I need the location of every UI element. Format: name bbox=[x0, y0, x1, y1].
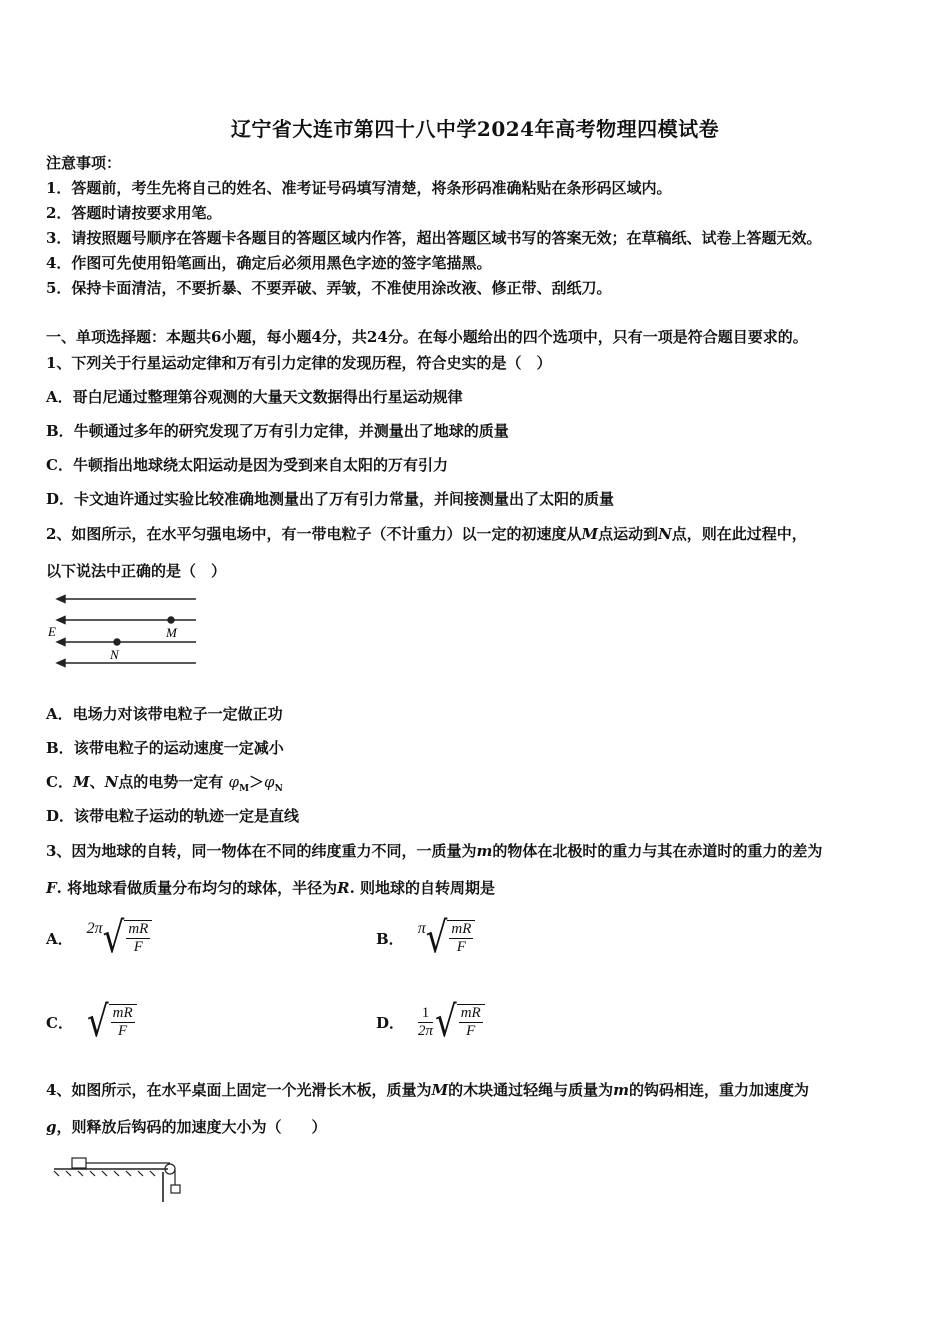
option-label: B． bbox=[46, 739, 74, 757]
notice-item: 4．作图可先使用铅笔画出，确定后必须用黑色字迹的签字笔描黑。 bbox=[46, 254, 492, 272]
coefficient: 2π bbox=[86, 920, 103, 937]
q1-option-b bbox=[46, 420, 509, 441]
arrow-head-icon bbox=[57, 596, 65, 603]
option-label: A． bbox=[46, 388, 73, 406]
option-text: 牛顿通过多年的研究发现了万有引力定律，并测量出了地球的质量 bbox=[73, 422, 509, 440]
fraction-num: 1 bbox=[418, 1005, 433, 1023]
sqrt-icon: √ bbox=[102, 913, 125, 963]
question-3-stem bbox=[46, 840, 822, 861]
var-m: m bbox=[476, 842, 493, 860]
subscript-m: M bbox=[239, 784, 250, 794]
var-N: N bbox=[658, 525, 672, 543]
fraction-num: mR bbox=[128, 921, 149, 937]
fraction-den: F bbox=[466, 1023, 476, 1039]
option-label: D． bbox=[46, 807, 75, 825]
stem-text: 4、如图所示，在水平桌面上固定一个光滑长木板，质量为 bbox=[46, 1081, 432, 1099]
arrow-head-icon bbox=[57, 617, 65, 624]
electric-field-figure bbox=[44, 590, 204, 670]
hatch bbox=[150, 1171, 155, 1176]
stem-text: 的木块通过轻绳与质量为 bbox=[448, 1081, 614, 1099]
var-g: g bbox=[46, 1118, 57, 1136]
q3-option-b bbox=[376, 910, 475, 966]
separator: 、 bbox=[89, 773, 105, 791]
arrow-head-icon bbox=[57, 660, 65, 667]
phi-symbol: φ bbox=[264, 773, 275, 791]
question-2-stem-line2: 以下说法中正确的是（ ） bbox=[46, 562, 227, 580]
stem-text: 的钩码相连，重力加速度为 bbox=[628, 1081, 809, 1099]
var-N: N bbox=[104, 773, 119, 791]
q2-option-d bbox=[46, 805, 299, 826]
greater-than: ＞ bbox=[249, 773, 265, 791]
option-label: D． bbox=[46, 490, 75, 508]
q3-option-d bbox=[376, 994, 485, 1050]
figure-label-n: N bbox=[110, 647, 119, 662]
option-text: 该带电粒子运动的轨迹一定是直线 bbox=[74, 807, 300, 825]
hook-weight-icon bbox=[171, 1185, 180, 1193]
option-label: C． bbox=[46, 1013, 73, 1032]
var-R: R bbox=[337, 879, 350, 897]
fraction-den: F bbox=[456, 939, 466, 955]
option-text: 牛顿指出地球绕太阳运动是因为受到来自太阳的万有引力 bbox=[72, 456, 448, 474]
point-n bbox=[114, 639, 120, 645]
option-label: A． bbox=[46, 705, 73, 723]
q1-option-a bbox=[46, 386, 463, 407]
option-label: A． bbox=[46, 929, 73, 948]
fraction-num: mR bbox=[112, 1005, 133, 1021]
option-text: 哥白尼通过整理第谷观测的大量天文数据得出行星运动规律 bbox=[72, 388, 463, 406]
sqrt-expression bbox=[86, 997, 137, 1047]
stem-text: . 将地球看做质量分布均匀的球体，半径为 bbox=[56, 879, 338, 897]
q3-option-a bbox=[46, 910, 152, 966]
hatch bbox=[66, 1171, 71, 1176]
notice-item: 1．答题前，考生先将自己的姓名、准考证号码填写清楚，将条形码准确粘贴在条形码区域内。 bbox=[46, 179, 672, 197]
question-4-stem-line2 bbox=[46, 1116, 327, 1137]
option-label: C． bbox=[46, 456, 73, 474]
page-title: 辽宁省大连市第四十八中学2024年高考物理四模试卷 bbox=[230, 117, 720, 141]
sqrt-expression bbox=[102, 913, 153, 963]
coefficient-fraction bbox=[418, 1005, 433, 1040]
sqrt-icon: √ bbox=[425, 913, 448, 963]
q2-option-a bbox=[46, 703, 283, 724]
question-2-stem bbox=[46, 523, 807, 544]
option-label: C． bbox=[46, 773, 73, 791]
hatch bbox=[78, 1171, 83, 1176]
coefficient: π bbox=[417, 920, 426, 937]
var-M: M bbox=[72, 773, 90, 791]
question-1-stem: 1、下列关于行星运动定律和万有引力定律的发现历程，符合史实的是（ ） bbox=[46, 354, 552, 372]
sqrt-icon: √ bbox=[86, 997, 109, 1047]
option-text: 该带电粒子的运动速度一定减小 bbox=[73, 739, 284, 757]
fraction-num: mR bbox=[460, 1005, 481, 1021]
section-heading: 一、单项选择题：本题共6小题，每小题4分，共24分。在每小题给出的四个选项中，只有一项是符合题目要求的。 bbox=[46, 328, 808, 346]
sqrt-icon: √ bbox=[435, 997, 457, 1047]
stem-text: 2、如图所示，在水平匀强电场中，有一带电粒子（不计重力）以一定的初速度从 bbox=[46, 525, 582, 543]
sqrt-expression bbox=[425, 913, 476, 963]
hatch bbox=[114, 1171, 119, 1176]
fraction-den: 2π bbox=[418, 1022, 434, 1039]
subscript-n: N bbox=[274, 784, 283, 794]
q3-option-c bbox=[46, 994, 137, 1050]
stem-text: . 则地球的自转周期是 bbox=[349, 879, 496, 897]
notice-item: 3．请按照题号顺序在答题卡各题目的答题区域内作答，超出答题区域书写的答案无效；在草稿纸、试卷上答题无效。 bbox=[46, 229, 822, 247]
stem-text: 3、因为地球的自转，同一物体在不同的纬度重力不同，一质量为 bbox=[46, 842, 477, 860]
hatch bbox=[126, 1171, 131, 1176]
var-M: M bbox=[431, 1081, 449, 1099]
stem-text: ，则释放后钩码的加速度大小为（ ） bbox=[56, 1118, 327, 1136]
notice-heading: 注意事项： bbox=[46, 154, 122, 172]
var-F: F bbox=[46, 879, 57, 897]
fraction-den: F bbox=[133, 939, 143, 955]
hatch bbox=[138, 1171, 143, 1176]
hatch bbox=[54, 1171, 59, 1176]
phi-symbol: φ bbox=[228, 773, 240, 791]
notice-item: 5．保持卡面清洁，不要折暴、不要弄破、弄皱，不准使用涂改液、修正带、刮纸刀。 bbox=[46, 279, 612, 297]
block-icon bbox=[72, 1158, 86, 1168]
option-text: 电场力对该带电粒子一定做正功 bbox=[72, 705, 283, 723]
option-label: D． bbox=[376, 1013, 405, 1032]
figure-label-m: M bbox=[166, 625, 177, 640]
pulley-figure bbox=[50, 1152, 190, 1206]
option-text: 点的电势一定有 bbox=[118, 773, 224, 791]
q2-option-c bbox=[46, 771, 283, 794]
q1-option-d bbox=[46, 488, 614, 509]
figure-label-e: E bbox=[48, 624, 56, 639]
var-M: M bbox=[581, 525, 599, 543]
question-3-stem-line2 bbox=[46, 877, 495, 898]
stem-text: 点，则在此过程中， bbox=[671, 525, 807, 543]
fraction-num: mR bbox=[451, 921, 472, 937]
question-4-stem bbox=[46, 1079, 809, 1100]
sqrt-expression bbox=[435, 997, 485, 1047]
q2-option-b bbox=[46, 737, 284, 758]
stem-text: 的物体在北极时的重力与其在赤道时的重力的差为 bbox=[492, 842, 823, 860]
q1-option-c bbox=[46, 454, 448, 475]
stem-text: 点运动到 bbox=[598, 525, 659, 543]
fraction-den: F bbox=[118, 1023, 128, 1039]
option-text: 卡文迪许通过实验比较准确地测量出了万有引力常量，并间接测量出了太阳的质量 bbox=[74, 490, 615, 508]
point-m bbox=[168, 617, 174, 623]
notice-item: 2．答题时请按要求用笔。 bbox=[46, 204, 222, 222]
option-label: B． bbox=[46, 422, 74, 440]
hatch bbox=[102, 1171, 107, 1176]
hatch bbox=[90, 1171, 95, 1176]
var-m: m bbox=[613, 1081, 629, 1099]
arrow-head-icon bbox=[57, 639, 65, 646]
option-label: B． bbox=[376, 929, 404, 948]
